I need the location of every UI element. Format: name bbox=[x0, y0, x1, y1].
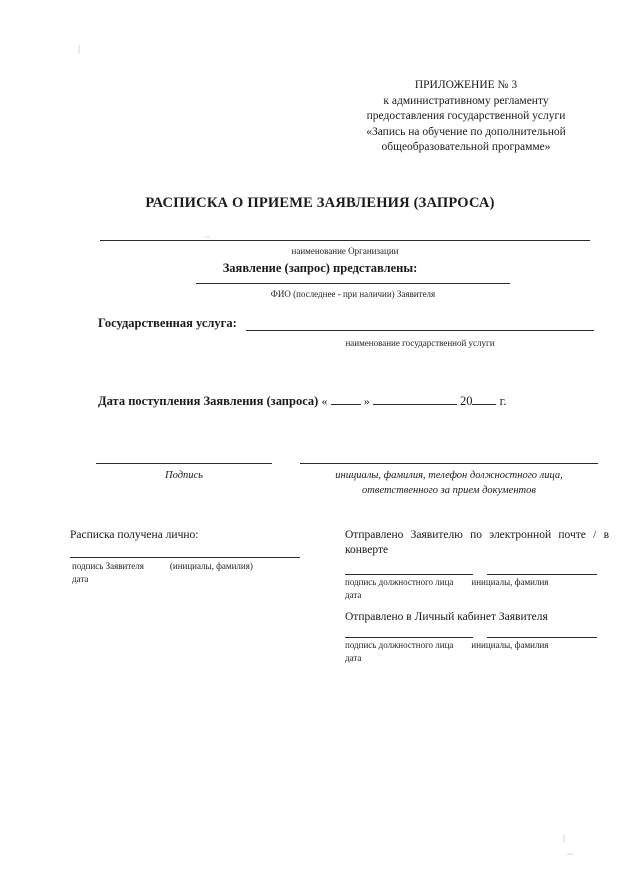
year-suffix: г. bbox=[499, 394, 507, 408]
official-caption-line-2: ответственного за прием документов bbox=[362, 485, 536, 496]
scan-speck bbox=[563, 835, 565, 842]
document-title: РАСПИСКА О ПРИЕМЕ ЗАЯВЛЕНИЯ (ЗАПРОСА) bbox=[145, 195, 495, 211]
sent-cabinet-signature-line[interactable] bbox=[345, 637, 473, 638]
sent-email-initials-caption: инициалы, фамилия bbox=[471, 577, 549, 587]
service-name-caption: наименование государственной услуги bbox=[345, 338, 495, 348]
appendix-program-line-1: «Запись на обучение по дополнительной bbox=[366, 125, 566, 138]
sent-email-captions bbox=[345, 576, 609, 601]
sent-cabinet-initials-caption: инициалы, фамилия bbox=[471, 640, 549, 650]
appendix-program-line-2: общеобразовательной программе» bbox=[381, 141, 551, 154]
sent-email-signature-caption: подпись должностного лица bbox=[345, 577, 454, 587]
official-caption bbox=[300, 468, 598, 498]
appendix-number: ПРИЛОЖЕНИЕ № 3 bbox=[414, 79, 518, 91]
sent-cabinet-captions bbox=[345, 639, 609, 664]
quote-open: « bbox=[321, 394, 328, 408]
signature-line[interactable] bbox=[96, 463, 272, 464]
month-blank[interactable] bbox=[373, 404, 457, 405]
scan-speck bbox=[205, 236, 210, 238]
day-blank[interactable] bbox=[331, 404, 361, 405]
receipt-personal-date-caption: дата bbox=[72, 573, 89, 584]
sent-email-signature-line[interactable] bbox=[345, 574, 473, 575]
year-blank[interactable] bbox=[472, 404, 496, 405]
receipt-personal-line[interactable] bbox=[70, 557, 300, 558]
sent-cabinet-heading: Отправлено в Личный кабинет Заявителя bbox=[345, 611, 548, 623]
applicant-name-line[interactable] bbox=[196, 283, 510, 284]
applicant-name-caption: ФИО (последнее - при наличии) Заявителя bbox=[270, 289, 436, 299]
appendix-header bbox=[330, 78, 602, 156]
scan-speck bbox=[78, 45, 80, 54]
submission-date-row bbox=[98, 394, 506, 409]
appendix-service-line: предоставления государственной услуги bbox=[366, 110, 566, 123]
official-caption-line-1: инициалы, фамилия, телефон должностного лица, bbox=[335, 470, 563, 481]
sent-cabinet-date-caption: дата bbox=[345, 652, 362, 663]
official-signature-line[interactable] bbox=[300, 463, 598, 464]
sent-email-initials-line[interactable] bbox=[487, 574, 597, 575]
scan-speck bbox=[567, 853, 573, 855]
quote-close: » bbox=[363, 394, 370, 408]
service-name-line[interactable] bbox=[246, 330, 594, 331]
sent-cabinet-initials-line[interactable] bbox=[487, 637, 597, 638]
appendix-regulation-line: к административному регламенту bbox=[383, 94, 549, 107]
organization-caption: наименование Организации bbox=[291, 246, 399, 256]
submission-date-label: Дата поступления Заявления (запроса) bbox=[98, 394, 319, 408]
receipt-personal-initials-caption: (инициалы, фамилия) bbox=[169, 561, 253, 571]
sent-cabinet-signature-caption: подпись должностного лица bbox=[345, 640, 454, 650]
organization-line[interactable] bbox=[100, 240, 590, 241]
submitted-label: Заявление (запрос) представлены: bbox=[222, 261, 418, 275]
receipt-personal-heading: Расписка получена лично: bbox=[70, 529, 199, 541]
service-label: Государственная услуга: bbox=[98, 316, 237, 330]
year-prefix: 20 bbox=[459, 394, 473, 408]
receipt-personal-signature-caption: подпись Заявителя bbox=[72, 561, 144, 571]
sent-email-heading: Отправлено Заявителю по электронной почте / в конверте bbox=[345, 529, 609, 556]
receipt-personal-captions bbox=[72, 560, 312, 585]
sent-email-date-caption: дата bbox=[345, 589, 362, 600]
signature-caption: Подпись bbox=[165, 470, 203, 481]
